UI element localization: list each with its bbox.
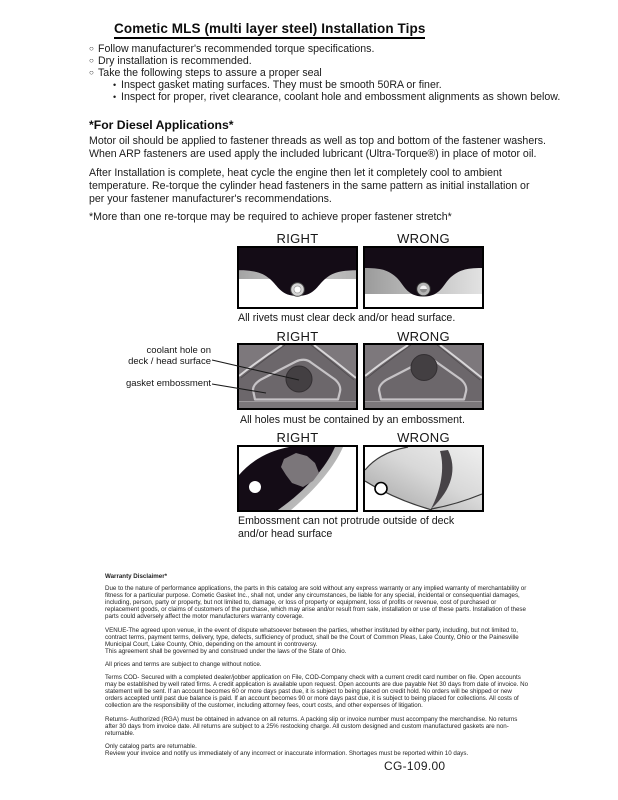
diagram-caption: Embossment can not protrude outside of deck and/or head surface xyxy=(238,515,455,540)
diesel-paragraph: *More than one re-torque may be required to achieve proper fastener stretch* xyxy=(89,211,452,223)
warranty-disclaimer-block xyxy=(105,573,529,763)
sub-bullet-text: Inspect for proper, rivet clearance, coolant hole and embossment alignments as shown below. xyxy=(121,91,561,104)
page-number: CG-109.00 xyxy=(384,759,446,773)
sub-bullet-text: Inspect gasket mating surfaces. They must be smooth 50RA or finer. xyxy=(121,79,442,92)
legal-paragraph: Terms COD- Secured with a completed dealer/jobber application on File, COD-Company check with a current credit card number on file. Open accounts may be established by well rated firms. A credit application is available upon request. Open accounts are due payable Net 30 days from date of invoice. No statement will be sent. If an account becomes 60 or more days past due, it is subject to being placed on credit hold. No orders will be shipped or new orders accepted until past due balance is paid. If an account becomes 90 or more days past due, it is subject to being placed for collections. All costs of collection are the responsibility of the customer, including attorney fees, court costs, and other expenses of litigation. xyxy=(105,674,529,710)
diagram-caption: All holes must be contained by an embossment. xyxy=(240,414,465,426)
diagram-caption: All rivets must clear deck and/or head surface. xyxy=(238,312,456,324)
legal-paragraph: VENUE-The agreed upon venue, in the event of dispute whatsoever between the parties, whether instituted by either party, including, but not limited to, contract terms, payment terms, delivery, type, defects, sufficiency of product, shall be the Court of Common Pleas, Lake County, Ohio or the Painesville Municipal Court, Lake County, Ohio, depending on the amount in controversy. xyxy=(105,626,519,648)
legal-paragraph: Returns- Authorized (RGA) must be obtained in advance on all returns. A packing slip or invoice number must accompany the merchandise. No returns after 30 days from invoice date. All returns are subject to a 25% restocking charge. All custom designed and custom manufactured gaskets are non-returnable. xyxy=(105,715,518,737)
legal-paragraph: This agreement shall be governed by and construed under the laws of the State of Ohio. xyxy=(105,647,347,655)
embossment-wrong-illustration xyxy=(363,343,484,410)
bolt-hole-icon xyxy=(249,481,261,493)
page-title: Cometic MLS (multi layer steel) Installation Tips xyxy=(114,21,425,39)
rivet-wrong-illustration xyxy=(363,246,484,309)
legal-paragraph: Review your invoice and notify us immediately of any incorrect or inaccurate information. Shortages must be reported within 10 days. xyxy=(105,749,469,757)
dot-bullet-icon: • xyxy=(113,92,117,103)
coolant-hole-label: coolant hole on deck / head surface xyxy=(128,345,211,367)
circle-bullet-icon: ○ xyxy=(89,44,94,53)
bullet-text: Take the following steps to assure a proper seal xyxy=(98,67,322,80)
dot-bullet-icon: • xyxy=(113,80,117,91)
bullet-item xyxy=(89,67,560,79)
tips-bullet-list xyxy=(89,43,560,103)
bullet-text: Dry installation is recommended. xyxy=(98,55,252,68)
gasket-embossment-label: gasket embossment xyxy=(125,378,211,389)
legal-paragraph: Due to the nature of performance applications, the parts in this catalog are sold without any express warranty or any implied warranty of merchantability or fitness for a particular purpose. Cometic Gasket Inc., shall not, under any circumstances, be liable for any special, incidental or consequential damages, including, person, party or property, but not limited to, damage, or loss of property or equipment, loss of profits or revenue, cost of purchased or replacement goods, or claims of customers of the purchase, which may arise and/or result from sale, installation or use of these parts. Installation of these parts could adversely affect the motor manufacturers warranty coverage. xyxy=(105,585,527,621)
legal-heading: Warranty Disclaimer* xyxy=(105,573,168,580)
coolant-hole-icon xyxy=(411,355,437,381)
diagram-right-label: RIGHT xyxy=(276,329,319,344)
diesel-paragraph: Motor oil should be applied to fastener threads as well as top and bottom of the fastener washers. When ARP fasteners are used apply the included lubricant (Ultra-Torque®) in place of motor oil. xyxy=(89,135,546,161)
embossment-right-illustration xyxy=(237,343,358,410)
circle-bullet-icon: ○ xyxy=(89,68,94,78)
bullet-item xyxy=(89,43,560,55)
circle-bullet-icon: ○ xyxy=(89,56,94,66)
diagram-wrong-label: WRONG xyxy=(397,430,450,445)
diesel-heading: *For Diesel Applications* xyxy=(89,118,234,132)
diesel-paragraph: After Installation is complete, heat cycle the engine then let it completely cool to ambient temperature. Re-torque the cylinder head fasteners in the same pattern as initial installation or per your fastener manufacturer's recommendations. xyxy=(89,167,530,206)
bolt-hole-icon xyxy=(375,483,387,495)
legal-paragraph: All prices and terms are subject to change without notice. xyxy=(105,660,262,668)
diagram-right-label: RIGHT xyxy=(276,430,319,445)
coolant-hole-icon xyxy=(286,366,312,392)
protrusion-wrong-illustration xyxy=(363,445,484,512)
sub-bullet-item xyxy=(113,79,560,91)
sub-bullet-item xyxy=(113,91,560,103)
protrusion-right-illustration xyxy=(237,445,358,512)
diagram-wrong-label: WRONG xyxy=(397,329,450,344)
diagram-wrong-label: WRONG xyxy=(397,231,450,246)
rivet-right-illustration xyxy=(237,246,358,309)
diagram-right-label: RIGHT xyxy=(276,231,319,246)
bullet-text: Follow manufacturer's recommended torque specifications. xyxy=(98,43,375,55)
legal-paragraph: Only catalog parts are returnable. xyxy=(105,742,197,750)
bullet-item xyxy=(89,55,560,67)
